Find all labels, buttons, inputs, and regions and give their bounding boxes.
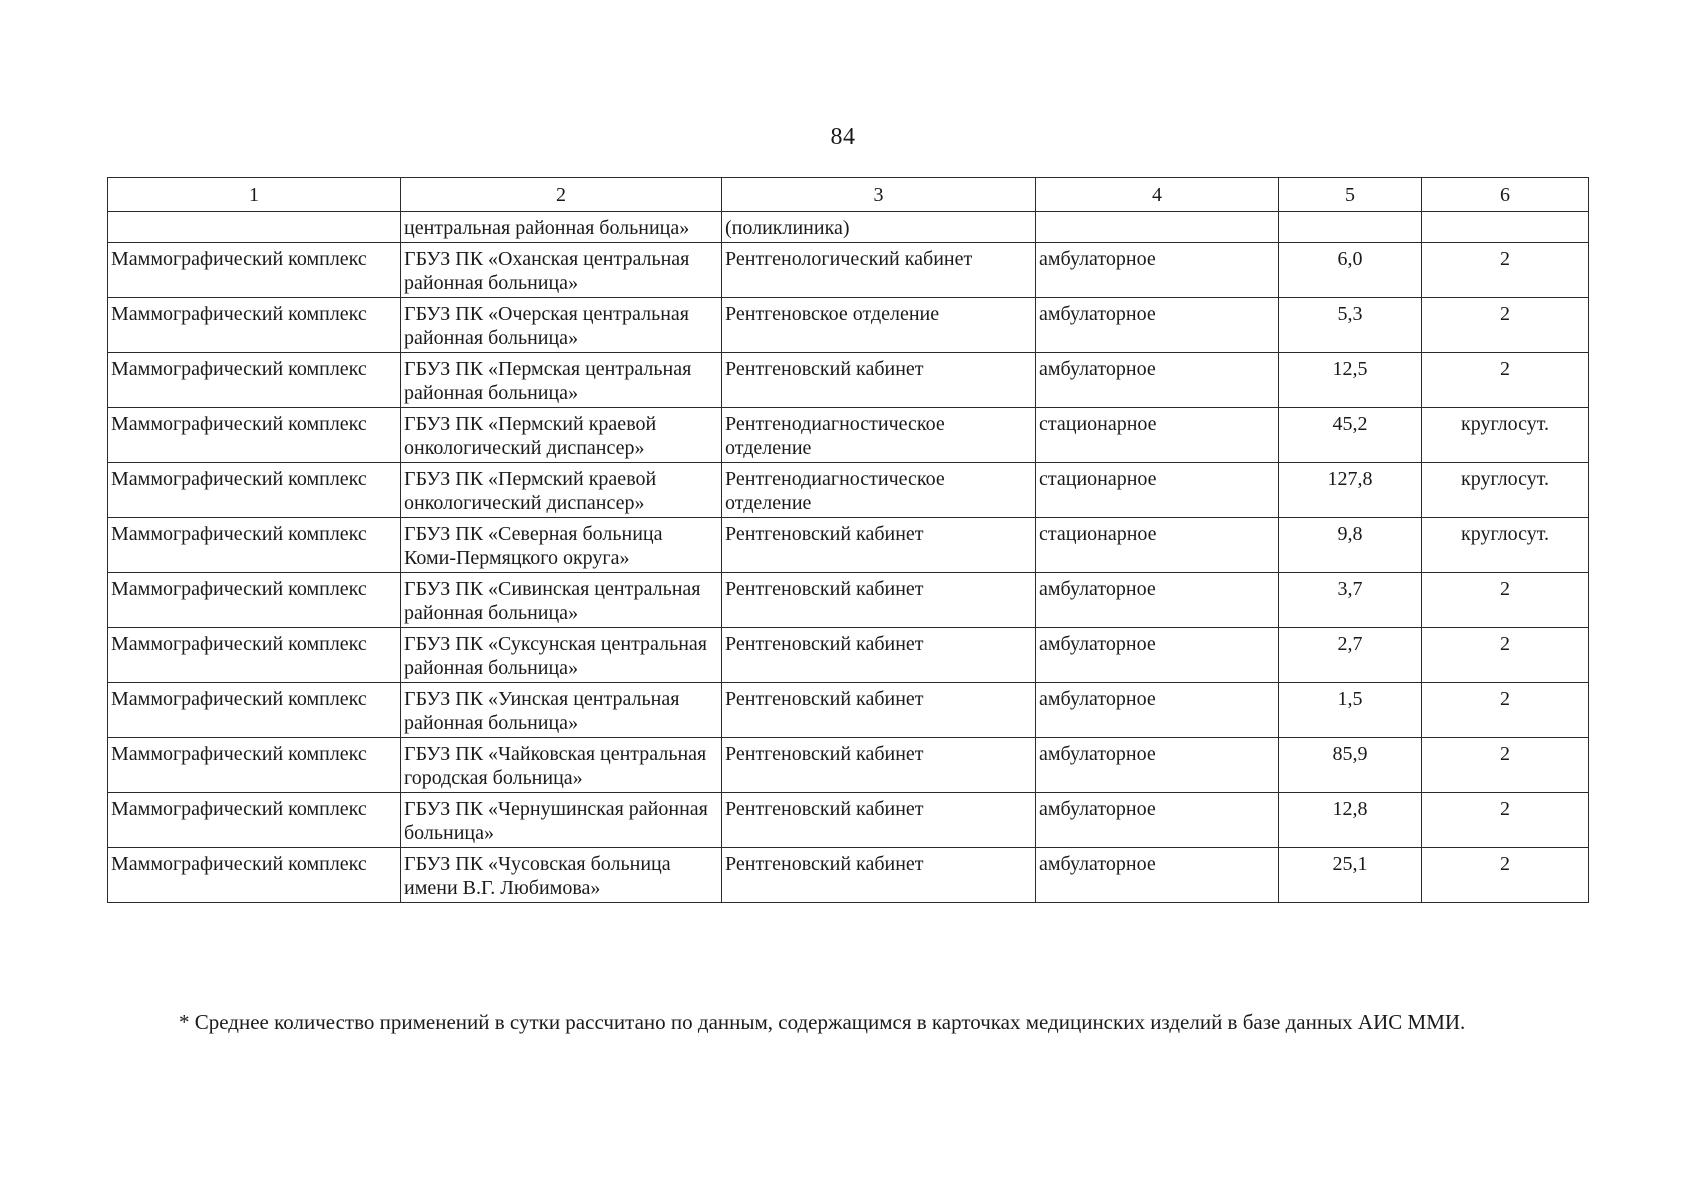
- shifts-cell: 2: [1422, 683, 1589, 738]
- table-row: [108, 738, 1589, 793]
- shifts-cell: 2: [1422, 353, 1589, 408]
- equipment-cell: Маммографический комплекс: [108, 848, 401, 903]
- department-cell: Рентгеновский кабинет: [722, 518, 1036, 573]
- shifts-cell: 2: [1422, 848, 1589, 903]
- equipment-cell: Маммографический комплекс: [108, 573, 401, 628]
- daily-usage-cell: 1,5: [1279, 683, 1422, 738]
- daily-usage-cell: 127,8: [1279, 463, 1422, 518]
- shifts-cell: круглосут.: [1422, 518, 1589, 573]
- table-row: [108, 353, 1589, 408]
- daily-usage-cell: 85,9: [1279, 738, 1422, 793]
- table-row: [108, 243, 1589, 298]
- department-cell: Рентгеновский кабинет: [722, 738, 1036, 793]
- table-row: [108, 573, 1589, 628]
- header-cell-4: 4: [1036, 178, 1279, 212]
- shifts-cell: 2: [1422, 298, 1589, 353]
- organization-cell: ГБУЗ ПК «Пермская центральная районная больница»: [401, 353, 722, 408]
- organization-cell: ГБУЗ ПК «Суксунская центральная районная больница»: [401, 628, 722, 683]
- daily-usage-cell: [1279, 212, 1422, 243]
- daily-usage-cell: 12,8: [1279, 793, 1422, 848]
- page-number: 84: [830, 124, 856, 150]
- care-type-cell: амбулаторное: [1036, 573, 1279, 628]
- table-body: [108, 178, 1589, 903]
- table-row: [108, 298, 1589, 353]
- table-header-row: [108, 178, 1589, 212]
- equipment-cell: Маммографический комплекс: [108, 463, 401, 518]
- equipment-cell: Маммографический комплекс: [108, 628, 401, 683]
- department-cell: Рентгеновский кабинет: [722, 683, 1036, 738]
- header-cell-1: 1: [108, 178, 401, 212]
- shifts-cell: 2: [1422, 793, 1589, 848]
- table-row: [108, 683, 1589, 738]
- department-cell: Рентгеновский кабинет: [722, 628, 1036, 683]
- organization-cell: ГБУЗ ПК «Чайковская центральная городская больница»: [401, 738, 722, 793]
- table-row: [108, 793, 1589, 848]
- daily-usage-cell: 3,7: [1279, 573, 1422, 628]
- department-cell: Рентгенологический кабинет: [722, 243, 1036, 298]
- department-cell: Рентгеновский кабинет: [722, 573, 1036, 628]
- equipment-table: [107, 177, 1589, 903]
- table-row: [108, 848, 1589, 903]
- equipment-cell: [108, 212, 401, 243]
- organization-cell: центральная районная больница»: [401, 212, 722, 243]
- care-type-cell: стационарное: [1036, 408, 1279, 463]
- header-cell-2: 2: [401, 178, 722, 212]
- header-cell-5: 5: [1279, 178, 1422, 212]
- department-cell: Рентгеновский кабинет: [722, 793, 1036, 848]
- care-type-cell: амбулаторное: [1036, 793, 1279, 848]
- department-cell: (поликлиника): [722, 212, 1036, 243]
- table-row: [108, 628, 1589, 683]
- department-cell: Рентгенодиагностическое отделение: [722, 408, 1036, 463]
- care-type-cell: амбулаторное: [1036, 243, 1279, 298]
- organization-cell: ГБУЗ ПК «Пермский краевой онкологический диспансер»: [401, 463, 722, 518]
- shifts-cell: 2: [1422, 628, 1589, 683]
- daily-usage-cell: 45,2: [1279, 408, 1422, 463]
- care-type-cell: стационарное: [1036, 518, 1279, 573]
- department-cell: Рентгеновское отделение: [722, 298, 1036, 353]
- equipment-cell: Маммографический комплекс: [108, 793, 401, 848]
- equipment-cell: Маммографический комплекс: [108, 738, 401, 793]
- shifts-cell: 2: [1422, 738, 1589, 793]
- care-type-cell: амбулаторное: [1036, 353, 1279, 408]
- daily-usage-cell: 2,7: [1279, 628, 1422, 683]
- care-type-cell: амбулаторное: [1036, 298, 1279, 353]
- shifts-cell: 2: [1422, 573, 1589, 628]
- footnote: * Среднее количество применений в сутки рассчитано по данным, содержащимся в карточках медицинских изделий в базе данных АИС ММИ.: [179, 1010, 1466, 1034]
- organization-cell: ГБУЗ ПК «Северная больница Коми-Пермяцкого округа»: [401, 518, 722, 573]
- care-type-cell: амбулаторное: [1036, 683, 1279, 738]
- equipment-cell: Маммографический комплекс: [108, 243, 401, 298]
- department-cell: Рентгеновский кабинет: [722, 353, 1036, 408]
- care-type-cell: [1036, 212, 1279, 243]
- organization-cell: ГБУЗ ПК «Оханская центральная районная больница»: [401, 243, 722, 298]
- table-row: [108, 518, 1589, 573]
- organization-cell: ГБУЗ ПК «Сивинская центральная районная больница»: [401, 573, 722, 628]
- equipment-cell: Маммографический комплекс: [108, 518, 401, 573]
- equipment-cell: Маммографический комплекс: [108, 353, 401, 408]
- daily-usage-cell: 12,5: [1279, 353, 1422, 408]
- table-row: [108, 212, 1589, 243]
- department-cell: Рентгенодиагностическое отделение: [722, 463, 1036, 518]
- shifts-cell: круглосут.: [1422, 408, 1589, 463]
- organization-cell: ГБУЗ ПК «Чусовская больница имени В.Г. Любимова»: [401, 848, 722, 903]
- organization-cell: ГБУЗ ПК «Уинская центральная районная больница»: [401, 683, 722, 738]
- shifts-cell: круглосут.: [1422, 463, 1589, 518]
- daily-usage-cell: 9,8: [1279, 518, 1422, 573]
- equipment-cell: Маммографический комплекс: [108, 408, 401, 463]
- department-cell: Рентгеновский кабинет: [722, 848, 1036, 903]
- table-row: [108, 408, 1589, 463]
- header-cell-3: 3: [722, 178, 1036, 212]
- care-type-cell: стационарное: [1036, 463, 1279, 518]
- table-row: [108, 463, 1589, 518]
- organization-cell: ГБУЗ ПК «Пермский краевой онкологический диспансер»: [401, 408, 722, 463]
- equipment-cell: Маммографический комплекс: [108, 298, 401, 353]
- shifts-cell: [1422, 212, 1589, 243]
- daily-usage-cell: 5,3: [1279, 298, 1422, 353]
- daily-usage-cell: 25,1: [1279, 848, 1422, 903]
- care-type-cell: амбулаторное: [1036, 738, 1279, 793]
- organization-cell: ГБУЗ ПК «Очерская центральная районная больница»: [401, 298, 722, 353]
- shifts-cell: 2: [1422, 243, 1589, 298]
- header-cell-6: 6: [1422, 178, 1589, 212]
- care-type-cell: амбулаторное: [1036, 628, 1279, 683]
- daily-usage-cell: 6,0: [1279, 243, 1422, 298]
- care-type-cell: амбулаторное: [1036, 848, 1279, 903]
- equipment-cell: Маммографический комплекс: [108, 683, 401, 738]
- organization-cell: ГБУЗ ПК «Чернушинская районная больница»: [401, 793, 722, 848]
